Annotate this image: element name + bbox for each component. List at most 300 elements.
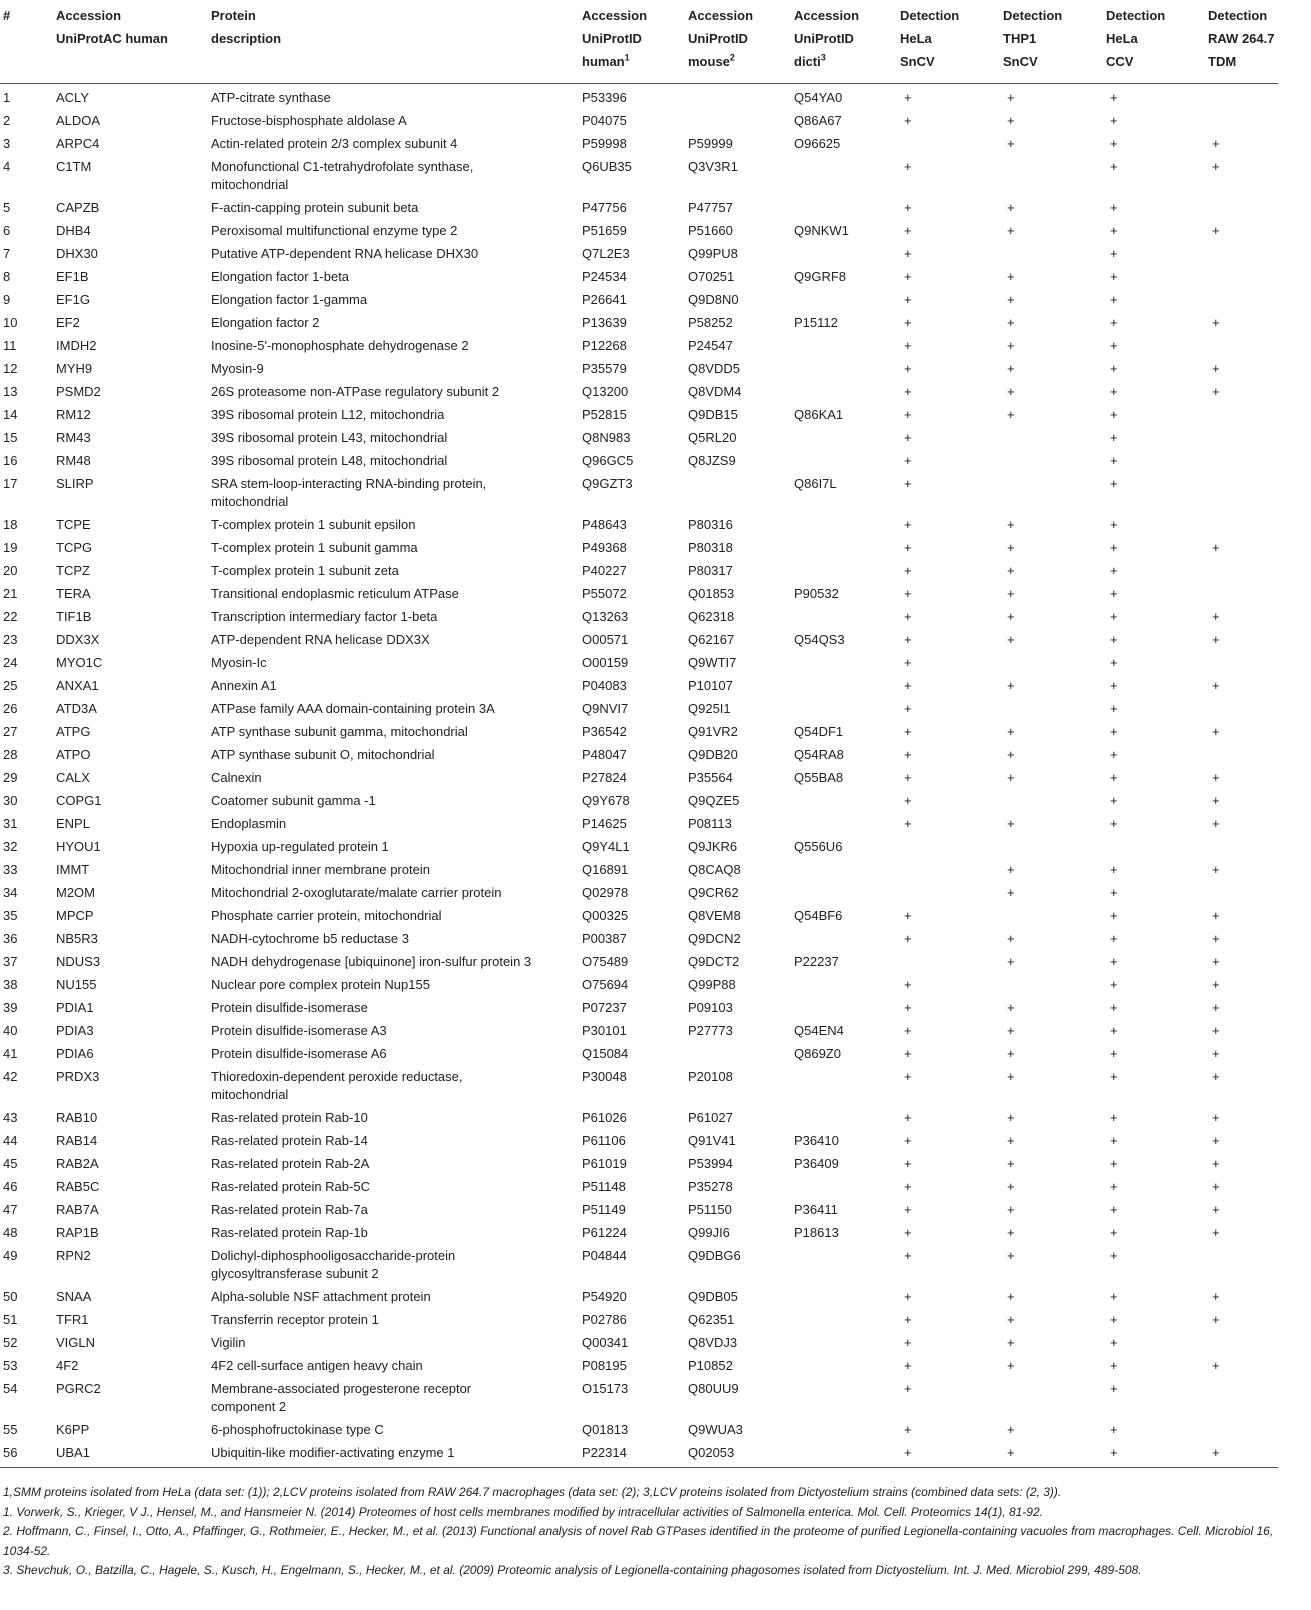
table-row <box>0 1017 1278 1040</box>
row-number: 23 <box>3 631 18 647</box>
detection-cell <box>1106 1196 1208 1219</box>
table-row <box>0 1219 1278 1242</box>
detection-cell <box>1208 378 1278 401</box>
detection-cell <box>900 971 1003 994</box>
detected-mark: + <box>1007 861 1015 877</box>
gene-name: ARPC4 <box>56 135 100 151</box>
detected-mark: + <box>904 112 912 128</box>
detected-mark: + <box>904 268 912 284</box>
uniprot-mouse: Q9DB15 <box>688 406 738 422</box>
uniprot-human: Q9Y4L1 <box>582 838 630 854</box>
column-header <box>688 0 794 83</box>
detection-cell <box>1003 925 1106 948</box>
detected-mark: + <box>904 199 912 215</box>
detection-cell <box>1106 649 1208 672</box>
detected-mark: + <box>1110 815 1118 831</box>
detection-cell <box>1003 153 1106 194</box>
detected-mark: + <box>1110 112 1118 128</box>
column-header-line <box>794 50 900 73</box>
column-header-line: SnCV <box>1003 54 1038 69</box>
detection-cell <box>900 695 1003 718</box>
protein-description <box>211 1063 582 1104</box>
detected-mark: + <box>1007 953 1015 969</box>
detected-mark: + <box>1110 930 1118 946</box>
detection-cell <box>1003 1352 1106 1375</box>
gene-name: ATD3A <box>56 700 97 716</box>
detection-cell <box>1106 695 1208 718</box>
detected-mark: + <box>904 1380 912 1396</box>
detection-cell <box>1208 1063 1278 1104</box>
gene-name: IMMT <box>56 861 90 877</box>
detected-mark: + <box>1110 1247 1118 1263</box>
detected-mark: + <box>1110 677 1118 693</box>
detected-mark: + <box>904 723 912 739</box>
header-row <box>0 0 1278 83</box>
uniprot-dicti: P15112 <box>794 314 838 330</box>
detected-mark: + <box>904 406 912 422</box>
gene-name: TCPZ <box>56 562 90 578</box>
protein-description: 39S ribosomal protein L48, mitochondrial <box>211 452 448 468</box>
row-number: 29 <box>3 769 18 785</box>
detection-cell <box>900 194 1003 217</box>
gene-name: SNAA <box>56 1288 92 1304</box>
detection-cell <box>1106 787 1208 810</box>
detected-mark: + <box>1007 1311 1015 1327</box>
detection-cell <box>900 649 1003 672</box>
detection-cell <box>1106 263 1208 286</box>
gene-name: ENPL <box>56 815 90 831</box>
gene-name: TFR1 <box>56 1311 89 1327</box>
table-row <box>0 948 1278 971</box>
uniprot-mouse: Q9WUA3 <box>688 1421 743 1437</box>
uniprot-dicti: P90532 <box>794 585 839 601</box>
detection-cell <box>1208 1017 1278 1040</box>
detected-mark: + <box>1110 1045 1118 1061</box>
detection-cell <box>1106 718 1208 741</box>
detected-mark: + <box>1007 930 1015 946</box>
detection-cell <box>1208 83 1278 107</box>
gene-name: UBA1 <box>56 1439 211 1468</box>
uniprot-dicti <box>794 787 900 810</box>
uniprot-mouse: P08113 <box>688 815 732 831</box>
detection-cell <box>1003 401 1106 424</box>
detection-cell <box>900 470 1003 511</box>
column-header-line: RAW 264.7 <box>1208 31 1275 46</box>
detection-cell <box>1208 810 1278 833</box>
table-header <box>0 0 1278 83</box>
detection-cell <box>1208 1439 1278 1468</box>
detection-cell <box>1003 511 1106 534</box>
table-row <box>0 672 1278 695</box>
detected-mark: + <box>1007 999 1015 1015</box>
uniprot-mouse: P80317 <box>688 562 733 578</box>
detection-cell <box>1106 1439 1208 1468</box>
table-row <box>0 994 1278 1017</box>
detected-mark: + <box>1007 769 1015 785</box>
protein-description: Elongation factor 1-beta <box>211 268 350 284</box>
detection-cell <box>1106 948 1208 971</box>
description-line: Thioredoxin-dependent peroxide reductase, <box>211 1068 463 1084</box>
detection-cell <box>900 994 1003 1017</box>
detection-cell <box>1208 649 1278 672</box>
detection-cell <box>1003 603 1106 626</box>
protein-description: Ras-related protein Rab-10 <box>211 1109 368 1125</box>
uniprot-dicti: P36410 <box>794 1132 839 1148</box>
detected-mark: + <box>1110 1201 1118 1217</box>
detection-cell <box>1003 856 1106 879</box>
uniprot-mouse: P51660 <box>688 222 733 238</box>
detection-cell <box>900 718 1003 741</box>
protein-description: Phosphate carrier protein, mitochondrial <box>211 907 442 923</box>
footnote-marker: 1 <box>624 52 630 63</box>
uniprot-dicti <box>794 1352 900 1375</box>
uniprot-mouse: Q62167 <box>688 631 735 647</box>
detected-mark: + <box>1110 360 1118 376</box>
uniprot-human: Q9GZT3 <box>582 475 633 491</box>
table-body <box>0 83 1278 1467</box>
detection-cell <box>900 925 1003 948</box>
detected-mark: + <box>1110 907 1118 923</box>
detection-cell <box>1106 879 1208 902</box>
column-header-line: Protein <box>211 8 256 23</box>
detected-mark: + <box>904 585 912 601</box>
detected-mark: + <box>1212 135 1220 151</box>
detected-mark: + <box>1110 135 1118 151</box>
uniprot-dicti: O96625 <box>794 135 841 151</box>
detection-cell <box>900 1127 1003 1150</box>
detected-mark: + <box>1212 1224 1220 1240</box>
protein-description: Myosin-Ic <box>211 654 267 670</box>
detected-mark: + <box>904 383 912 399</box>
detected-mark: + <box>1212 360 1220 376</box>
detection-cell <box>1208 1375 1278 1416</box>
table-row <box>0 649 1278 672</box>
uniprot-dicti: Q54RA8 <box>794 746 844 762</box>
detected-mark: + <box>1007 1045 1015 1061</box>
footnote-ref-2: 2. Hoffmann, C., Finsel, I., Otto, A., Pfaffinger, G., Rothmeier, E., Hecker, M., et al. (2013) Functional analysis of novel Rab GTPases identified in the proteome of purified Legionella-containing vacuoles from macrophages. Cell. Microbiol 16, 1034-52. <box>3 1524 1274 1558</box>
detection-cell <box>900 1283 1003 1306</box>
uniprot-dicti <box>794 1375 900 1416</box>
detection-cell <box>1208 194 1278 217</box>
detected-mark: + <box>1110 429 1118 445</box>
row-number: 21 <box>3 585 18 601</box>
detection-cell <box>1003 240 1106 263</box>
protein-description: Ras-related protein Rap-1b <box>211 1224 368 1240</box>
detection-cell <box>1208 1127 1278 1150</box>
detection-cell <box>1208 856 1278 879</box>
row-number: 46 <box>3 1178 18 1194</box>
detection-cell <box>1106 447 1208 470</box>
uniprot-human: O15173 <box>582 1380 629 1396</box>
header-text: human <box>582 54 625 69</box>
protein-description: Ras-related protein Rab-5C <box>211 1178 370 1194</box>
uniprot-human: O75489 <box>582 953 629 969</box>
table-row <box>0 971 1278 994</box>
uniprot-mouse: P53994 <box>688 1155 733 1171</box>
detected-mark: + <box>1212 1357 1220 1373</box>
detection-cell <box>900 902 1003 925</box>
detected-mark: + <box>1110 861 1118 877</box>
gene-name: TIF1B <box>56 608 92 624</box>
footnote-ref-1: 1. Vorwerk, S., Krieger, V J., Hensel, M., and Hansmeier N. (2014) Proteomes of host cells membranes modified by intracellular activities of Salmonella enterica. Mol. Cell. Proteomics 14(1), 81-92. <box>3 1504 1043 1519</box>
detected-mark: + <box>904 792 912 808</box>
detected-mark: + <box>904 1155 912 1171</box>
detected-mark: + <box>1110 383 1118 399</box>
detection-cell <box>1106 810 1208 833</box>
column-header-line: CCV <box>1106 54 1134 69</box>
detection-cell <box>1003 1040 1106 1063</box>
detected-mark: + <box>1212 976 1220 992</box>
table-row <box>0 856 1278 879</box>
detection-cell <box>1208 355 1278 378</box>
detection-cell <box>1003 194 1106 217</box>
table-row <box>0 1196 1278 1219</box>
uniprot-mouse <box>688 470 794 511</box>
table-row <box>0 603 1278 626</box>
uniprot-mouse: P58252 <box>688 314 733 330</box>
row-number: 43 <box>3 1109 18 1125</box>
detected-mark: + <box>1007 884 1015 900</box>
detected-mark: + <box>1007 677 1015 693</box>
detection-cell <box>1003 217 1106 240</box>
row-number: 28 <box>3 746 18 762</box>
detection-cell <box>1003 971 1106 994</box>
detected-mark: + <box>1007 406 1015 422</box>
detection-cell <box>1003 534 1106 557</box>
detection-cell <box>1208 217 1278 240</box>
row-number: 4 <box>3 158 11 174</box>
detected-mark: + <box>904 452 912 468</box>
protein-description: Inosine-5'-monophosphate dehydrogenase 2 <box>211 337 469 353</box>
detected-mark: + <box>1007 222 1015 238</box>
uniprot-dicti <box>794 603 900 626</box>
uniprot-dicti <box>794 240 900 263</box>
description-line: mitochondrial <box>211 1086 289 1102</box>
detected-mark: + <box>1110 1357 1118 1373</box>
detection-cell <box>900 355 1003 378</box>
detection-cell <box>1208 902 1278 925</box>
detected-mark: + <box>904 291 912 307</box>
detection-cell <box>1208 787 1278 810</box>
uniprot-dicti: Q54QS3 <box>794 631 845 647</box>
detection-cell <box>1003 833 1106 856</box>
table-row <box>0 695 1278 718</box>
table-row <box>0 83 1278 107</box>
detected-mark: + <box>1007 291 1015 307</box>
row-number: 3 <box>3 135 11 151</box>
detected-mark: + <box>1110 746 1118 762</box>
detection-cell <box>1003 1306 1106 1329</box>
description-line: mitochondrial <box>211 176 289 192</box>
detected-mark: + <box>904 222 912 238</box>
detection-cell <box>1003 263 1106 286</box>
protein-description: Elongation factor 2 <box>211 314 320 330</box>
detected-mark: + <box>1110 158 1118 174</box>
row-number: 2 <box>3 112 11 128</box>
detected-mark: + <box>1212 861 1220 877</box>
detection-cell <box>1106 534 1208 557</box>
detected-mark: + <box>904 1109 912 1125</box>
protein-description: Protein disulfide-isomerase <box>211 999 368 1015</box>
uniprot-mouse: Q8VEM8 <box>688 907 741 923</box>
detection-cell <box>1208 948 1278 971</box>
row-number: 19 <box>3 539 18 555</box>
detection-cell <box>1106 355 1208 378</box>
detection-cell <box>900 263 1003 286</box>
detected-mark: + <box>1007 360 1015 376</box>
gene-name: IMDH2 <box>56 337 97 353</box>
detected-mark: + <box>1110 516 1118 532</box>
detection-cell <box>900 153 1003 194</box>
column-header <box>794 0 900 83</box>
table-row <box>0 1375 1278 1416</box>
detected-mark: + <box>1007 1247 1015 1263</box>
detection-cell <box>900 856 1003 879</box>
detected-mark: + <box>1212 539 1220 555</box>
detection-cell <box>1003 1242 1106 1283</box>
detection-cell <box>1003 1063 1106 1104</box>
gene-name: PRDX3 <box>56 1068 100 1084</box>
detection-cell <box>1003 718 1106 741</box>
detection-cell <box>1003 1219 1106 1242</box>
protein-description: Ras-related protein Rab-14 <box>211 1132 368 1148</box>
detection-cell <box>1208 718 1278 741</box>
uniprot-dicti: Q54EN4 <box>794 1022 844 1038</box>
detection-cell <box>1106 1283 1208 1306</box>
detection-cell <box>1106 332 1208 355</box>
gene-name: TCPG <box>56 539 93 555</box>
column-header <box>211 0 582 83</box>
gene-name: VIGLN <box>56 1334 96 1350</box>
detection-cell <box>900 534 1003 557</box>
protein-description: T-complex protein 1 subunit zeta <box>211 562 399 578</box>
detected-mark: + <box>904 815 912 831</box>
row-number: 31 <box>3 815 18 831</box>
table-row <box>0 1329 1278 1352</box>
uniprot-human: P36542 <box>582 723 627 739</box>
column-header <box>0 0 56 83</box>
detected-mark: + <box>904 999 912 1015</box>
table-row <box>0 263 1278 286</box>
row-number: 51 <box>3 1311 18 1327</box>
gene-name: NB5R3 <box>56 930 98 946</box>
uniprot-human: P51148 <box>582 1178 626 1194</box>
detection-cell <box>1003 1104 1106 1127</box>
detected-mark: + <box>1110 452 1118 468</box>
detection-cell <box>1208 1150 1278 1173</box>
column-header-line: HeLa <box>900 31 932 46</box>
column-header-line: SnCV <box>900 54 935 69</box>
detected-mark: + <box>904 1247 912 1263</box>
protein-description: NADH dehydrogenase [ubiquinone] iron-sulfur protein 3 <box>211 953 532 969</box>
detected-mark: + <box>1110 406 1118 422</box>
row-number: 14 <box>3 406 18 422</box>
gene-name: RAB5C <box>56 1178 100 1194</box>
uniprot-human: P59998 <box>582 135 627 151</box>
detection-cell <box>1106 1375 1208 1416</box>
table-row <box>0 1040 1278 1063</box>
detection-cell <box>900 401 1003 424</box>
detection-cell <box>1106 107 1208 130</box>
uniprot-mouse: Q5RL20 <box>688 429 737 445</box>
row-number: 54 <box>3 1380 18 1396</box>
detected-mark: + <box>1007 199 1015 215</box>
detected-mark: + <box>1007 89 1015 105</box>
uniprot-mouse <box>688 83 794 107</box>
detected-mark: + <box>1110 976 1118 992</box>
protein-description: Annexin A1 <box>211 677 277 693</box>
protein-description: Nuclear pore complex protein Nup155 <box>211 976 430 992</box>
detection-cell <box>1208 107 1278 130</box>
table-row <box>0 153 1278 194</box>
detection-cell <box>1003 994 1106 1017</box>
row-number: 49 <box>3 1247 18 1263</box>
uniprot-human: Q7L2E3 <box>582 245 630 261</box>
detection-cell <box>1106 1150 1208 1173</box>
uniprot-human: P54920 <box>582 1288 627 1304</box>
row-number: 16 <box>3 452 18 468</box>
column-header-line <box>688 50 794 73</box>
gene-name: SLIRP <box>56 475 94 491</box>
uniprot-human: P61026 <box>582 1109 627 1125</box>
detected-mark: + <box>1007 268 1015 284</box>
detected-mark: + <box>1110 999 1118 1015</box>
column-header <box>582 0 688 83</box>
uniprot-dicti: Q869Z0 <box>794 1045 841 1061</box>
uniprot-human: Q13263 <box>582 608 629 624</box>
detection-cell <box>1003 787 1106 810</box>
table-row <box>0 925 1278 948</box>
detected-mark: + <box>1110 291 1118 307</box>
detection-cell <box>1208 511 1278 534</box>
column-header <box>1003 0 1106 83</box>
detection-cell <box>900 240 1003 263</box>
protein-description: T-complex protein 1 subunit gamma <box>211 539 418 555</box>
detection-cell <box>1003 83 1106 107</box>
uniprot-human: P04844 <box>582 1247 627 1263</box>
column-header-line: Accession <box>582 8 648 23</box>
row-number: 44 <box>3 1132 18 1148</box>
detected-mark: + <box>1212 677 1220 693</box>
detection-cell <box>1208 741 1278 764</box>
description-line: Membrane-associated progesterone receptor <box>211 1380 472 1396</box>
detection-cell <box>1208 833 1278 856</box>
detection-cell <box>1106 672 1208 695</box>
uniprot-dicti <box>794 1242 900 1283</box>
detected-mark: + <box>904 976 912 992</box>
uniprot-human: P55072 <box>582 585 627 601</box>
detected-mark: + <box>904 608 912 624</box>
detected-mark: + <box>1007 746 1015 762</box>
uniprot-human: P26641 <box>582 291 627 307</box>
uniprot-human: Q01813 <box>582 1421 629 1437</box>
detected-mark: + <box>1007 1201 1015 1217</box>
detected-mark: + <box>1007 135 1015 151</box>
detection-cell <box>1003 286 1106 309</box>
gene-name: 4F2 <box>56 1357 79 1373</box>
gene-name: PDIA6 <box>56 1045 94 1061</box>
detection-cell <box>900 1439 1003 1468</box>
uniprot-mouse: Q9WTI7 <box>688 654 737 670</box>
table-row <box>0 107 1278 130</box>
column-header-line: Detection <box>1003 8 1063 23</box>
detected-mark: + <box>1007 112 1015 128</box>
protein-description: Transitional endoplasmic reticulum ATPase <box>211 585 459 601</box>
protein-description: Elongation factor 1-gamma <box>211 291 368 307</box>
uniprot-mouse: Q91VR2 <box>688 723 738 739</box>
uniprot-mouse: P35278 <box>688 1178 733 1194</box>
detected-mark: + <box>1212 158 1220 174</box>
